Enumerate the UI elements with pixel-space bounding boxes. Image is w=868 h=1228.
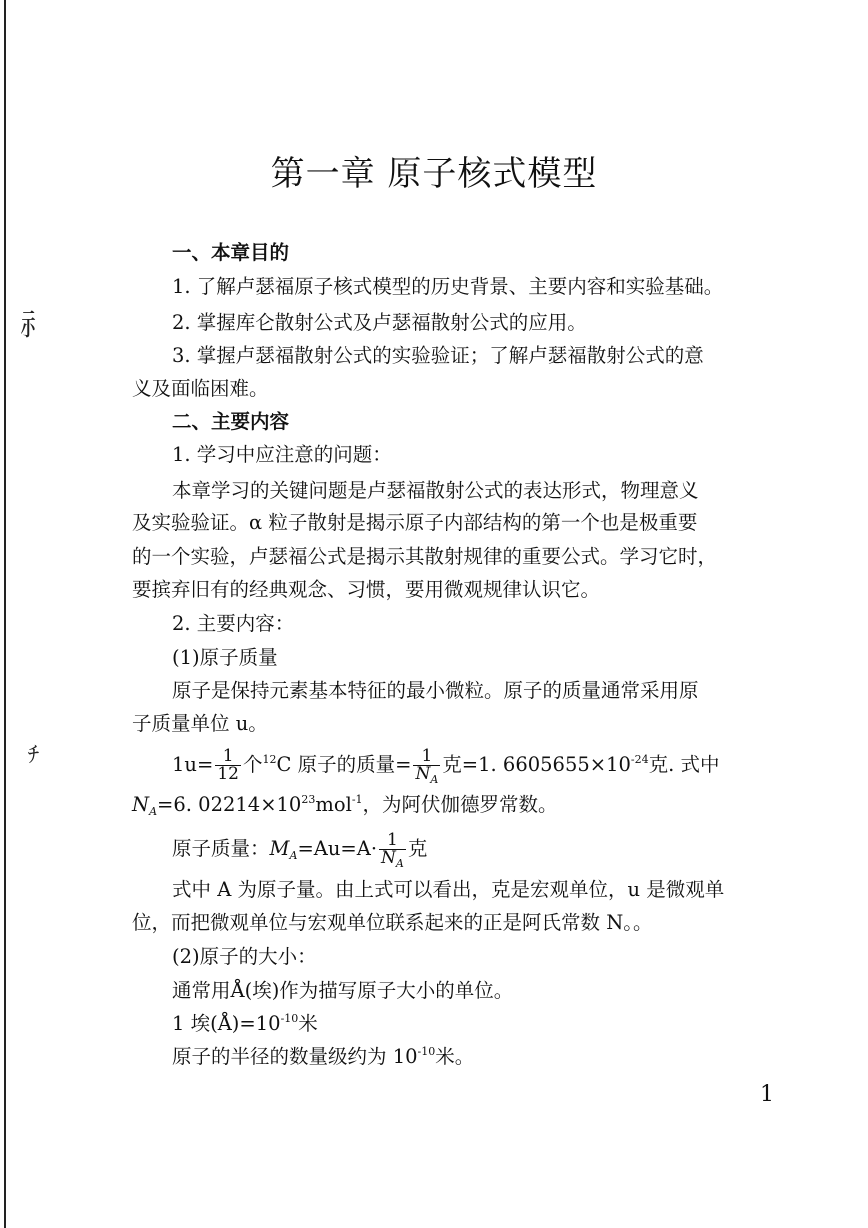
subheading-notes: 1. 学习中应注意的问题： xyxy=(172,443,392,466)
subheading-atomic-size: (2)原子的大小： xyxy=(172,945,317,968)
paragraph-line: 原子是保持元素基本特征的最小微粒。原子的质量通常采用原 xyxy=(172,679,699,702)
chapter-title: 第一章 原子核式模型 xyxy=(270,154,598,194)
objective-item-2: 2. 掌握库仑散射公式及卢瑟福散射公式的应用。 xyxy=(172,311,587,334)
formula-angstrom: 1 埃$(Å)=10^{-10}$米 xyxy=(172,1012,318,1035)
subheading-atomic-mass: (1)原子质量 xyxy=(172,646,278,669)
objective-item-3: 3. 掌握卢瑟福散射公式的实验验证；了解卢瑟福散射公式的意 xyxy=(172,344,704,367)
subheading-main-content: 2. 主要内容： xyxy=(172,612,295,635)
page-number: 1 xyxy=(760,1082,774,1107)
fraction: $\frac{1}{N_A}$ xyxy=(381,830,404,870)
objective-item-1: 1. 了解卢瑟福原子核式模型的历史背景、主要内容和实验基础。 xyxy=(172,275,724,298)
paragraph-line: 位，而把微观单位与宏观单位联系起来的正是阿氏常数 N。。 xyxy=(132,911,653,934)
section-heading-objectives: 一、本章目的 xyxy=(172,241,290,264)
fraction: $\frac{1}{12}$ xyxy=(217,746,239,784)
objective-item-3-cont: 义及面临困难。 xyxy=(132,377,269,400)
margin-scribble: ﾁ xyxy=(28,743,40,768)
paragraph-line: 的一个实验，卢瑟福公式是揭示其散射规律的重要公式。学习它时， xyxy=(132,545,718,568)
fraction: $\frac{1}{N_A}$ xyxy=(415,746,439,786)
section-heading-content: 二、主要内容 xyxy=(172,410,290,433)
formula-atomic-mass-unit: 1u= $\frac{1}{12}$ 个$^{12}$C 原子的质量= $\frac{1}{N_A}$ 克=1. $6605655\times 10^{-24}$克. 式中 xyxy=(172,746,720,786)
paragraph-line: 原子的半径的数量级约为 $10^{-10}$米。 xyxy=(172,1045,475,1068)
formula-avogadro: $N_A=6$. $02214\times 10^{23}mol^{-1}$，为阿伏伽德罗常数。 xyxy=(132,793,558,818)
paragraph-line: 本章学习的关键问题是卢瑟福散射公式的表达形式，物理意义 xyxy=(172,479,699,502)
formula-atomic-mass: 原子质量：$M_A=Au=A\cdot$ $\frac{1}{N_A}$ 克 xyxy=(172,830,428,870)
paragraph-line: 子质量单位 u。 xyxy=(132,712,268,735)
paragraph-line: 通常用Å(埃)作为描写原子大小的单位。 xyxy=(172,979,514,1002)
handwritten-margin-mark: ⺬ xyxy=(20,308,50,343)
paragraph-line: 要摈弃旧有的经典观念、习惯，要用微观规律认识它。 xyxy=(132,578,601,601)
paragraph-line: 及实验验证。α 粒子散射是揭示原子内部结构的第一个也是极重要 xyxy=(132,511,698,534)
paragraph-line: 式中 A 为原子量。由上式可以看出，克是宏观单位，u 是微观单 xyxy=(172,878,725,901)
